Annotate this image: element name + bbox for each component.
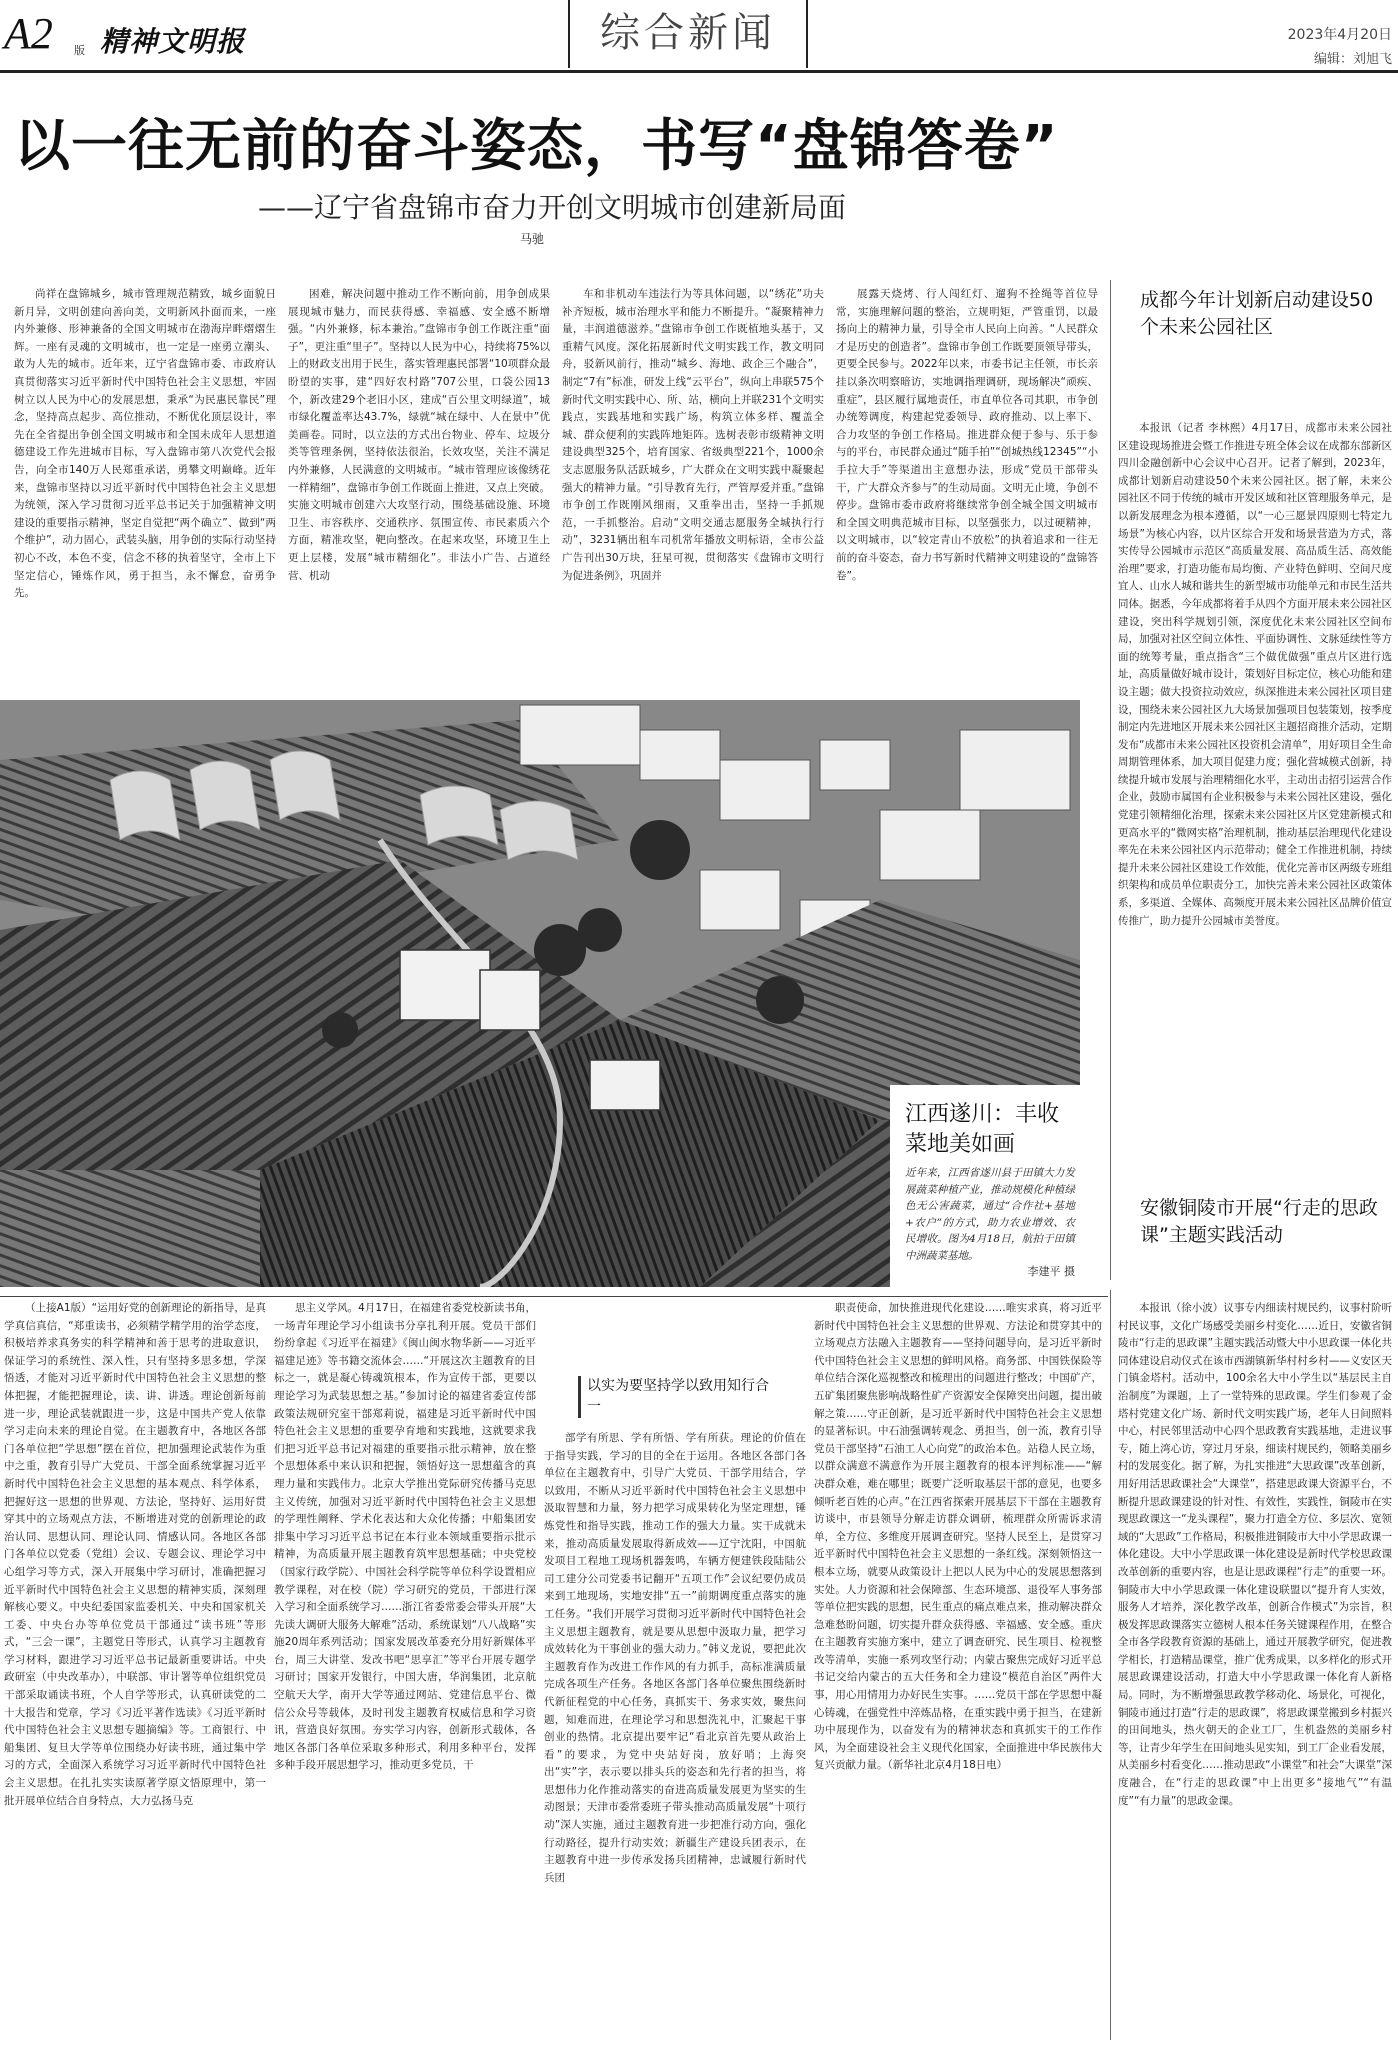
lead-col-4: 展露天烧烤、行人闯红灯、遛狗不拴绳等首位导常，实施理解问题的整治，立规明矩，严管重罚，以最扬向上的精神力量，引导全市人民向上向善。“人民群众才是历史的创造者”。盘锦市争创工作既要顶领导带头，更要全民参与。2022年以来，市委书记主任领，市长亲挂以条次明察暗访，实地调指理调研，现场解决“顽疾、重症”，县区履行属地责任，市直单位各司其职，市争创办统筹调度，构建起党委领导、政府推动、以上率下、合力攻坚的争创工作格局。推进群众便于参与、乐于参与的平台，市民群众通过“随手拍”“创城热线12345”“小手拉大手”等渠道出主意想办法，形成“党员干部带头干，广大群众齐参与”的生动局面。文明无止境，争创不停步。盘锦市委市政府将继续常争创全城全国文明城市和全国文明典范城市目标，以坚强张力，以过硬精神，以文明城市，以“较定青山不放松”的执着追求和一往无前的奋斗姿态，奋力书写新时代精神文明建设的“盘锦答卷”。 — [836, 288, 1098, 582]
bottom-col-4: 职责使命，加快推进现代化建设……唯实求真，将习近平新时代中国特色社会主义思想的世界观、方法论和贯穿其中的立场观点方法融入主题教育——坚持问题导向，是习近平新时代中国特色社会主义思想的鲜明风格。商务部、中国铁保险等单位结合深化巡视整改和梳理出的问题进行整改；中国矿产，五矿集团聚焦影响战略性矿产资源安全保障突出问题，提出破解之策……守正创新，是习近平新时代中国特色社会主义思想的显著标识。中石油强调转观念、勇担当，创一流，教育引导党员干部坚持“石油工人心向党”的政治本色。站稳人民立场，以群众满意不满意作为开展主题教育的根本评判标准——“解决群众难，难在哪里；既要广泛听取基层干部的意见，也要多倾听老百姓的心声。”在江西省探索开展基层下干部在主题教育访谈中，市县领导分解走访群众调研，梳理群众所需诉求清单，全方位、多维度开展调查研究。坚持人民至上，是贯穿习近平新时代中国特色社会主义思想的一条红线。深刻领悟这一根本立场，就要从政策设计上把以人民为中心的发展思想落到实处。人力资源和社会保障部、生态环境部、退役军人事务部等单位把实践的思想，民生重点的痛点难点来，推动解决群众急难愁盼问题，切实提升群众获得感、幸福感、安全感。重庆在主题教育实施方案中，建立了调查研究、民生项目、检视整改等清单，实施一系列攻坚行动；内蒙古聚焦完成好习近平总书记交给内蒙古的五大任务和全力建设“模范自治区”两件大事，用心用情用力办好民生实事。……党员干部在学思想中凝心铸魂，在强党性中淬炼品格，在重实践中勇于担当，在建新功中展现作为，以奋发有为的精神状态和真抓实干的工作作风，为全面建设社会主义现代化国家，全面推进中华民族伟大复兴贡献力量。（新华社北京4月18日电） — [814, 1302, 1102, 1772]
photo-caption-text: 近年来，江西省遂川县于田镇大力发展蔬菜种植产业，推动规模化种植绿色无公害蔬菜，通过“合作社+基地+农户”的方式，助力农业增效、农民增收。图为4月18日，航拍于田镇中洲蔬菜基地。 李建平 摄 — [905, 1165, 1075, 1281]
lead-headline: 以一往无前的奋斗姿态，书写“盘锦答卷” — [14, 114, 1059, 179]
issue-date: 2023年4月20日 — [1287, 27, 1392, 43]
side-bottom-body: 本报讯（徐小波）议事专内细读村规民约，议事村阶听村民议事，文化广场感受美丽乡村变化……近日，安徽省铜陵市“行走的思政课”主题实践活动暨大中小思政课一体化共同体建设启动仪式在该市西湖镇新华村村乡村——义安区天门镇金塔村。活动中，100余名大中小学生以“基层民主自治制度”为课题，上了一堂特殊的思政课。学生们参观了金塔村党建文化广场、新时代文明实践广场，老年人日间照料中心，村民邻里活动中心四个思政教育实践基地，走进议事专，随上湾心访，穿过月牙泉，细读村规民约，领略美丽乡村的发展变化。据了解，为扎实推进“大思政课”改革创新，用好用活思政课社会“大课堂”，搭建思政课大资源平台，不断提升思政课建设的针对性、有效性，实践性，铜陵市在实现思政课这一“龙头课程”，聚力打造全方位、多层次、宽领域的“大思政”工作格局，积极推进铜陵市大中小学思政课一体化建设。大中小学思政课一体化建设是新时代学校思政课改革创新的重要内容，也是让思政课程“行走”的重要一环。铜陵市大中小学思政课一体化建设联盟以“提升育人实效，服务人才培养，深化教学改革，创新合作模式”为宗旨，积极发挥思政课落实立德树人根本任务关键课程作用，在整合全市各学段教育资源的基础上，通过开展教学研究，促进教学相长，打造精品课堂，推广优秀成果，以多样化的形式开展思政课建设活动，打造大中小学思政课一体化育人新格局。同时，为不断增强思政教学移动化、场景化，可视化，铜陵市通过打造“行走的思政课”，将思政课堂搬到乡村振兴的田间地头，热火朝天的企业工厂，生机盎然的美丽乡村等，让青少年学生在田间地头见实知，到工厂企业看发展，从美丽乡村看变化……推动思政“小课堂”和社会“大课堂”深度融合，在“行走的思政课”中上出更多“接地气”“有温度”“有力量”的思政金课。 — [1118, 1302, 1392, 1807]
lead-col-2: 困难，解决问题中推动工作不断向前，用争创成果展现城市魅力，而民获得感、幸福感、安全感不断增强。“内外兼修，标本兼治。”盘锦市争创工作既注重“面子”，更注重“里子”。坚持以人民为中心，持续将75%以上的财政支出用于民生，落实管理惠民部署“10项群众最盼望的实事，建“四好农村路”707公里，口袋公园13个，新改建29个老旧小区，建成“百公里文明绿道”，城市绿化覆盖率达43.7%，绿就“城在绿中、人在景中”优美画卷。同时，以立法的方式出台物业、停车、垃圾分类等管理条例，坚持依法很治，长效攻坚，关注不满足内外兼修，人民满意的文明城市。“城市管理应该像绣花一样精细”，盘锦市争创工作既面上推进，又点上突破。实施文明城市创建六大攻坚行动，围绕基础设施、环境卫生、市容秩序、交通秩序、氛围宣传、市民素质六个方面，精准攻坚，靶向整改。在起来攻坚，环境卫生上更上层楼，发展“城市精细化”。非法小广告、占道经营、机动 — [288, 288, 550, 582]
lead-byline: 马驰 — [520, 232, 545, 246]
lead-col-3: 车和非机动车违法行为等具体问题，以“绣花”功夫补齐短板，城市治理水平和能力不断提升。“凝聚精神力量，丰润道德滋养。”盘锦市争创工作既植地头基于，又重精气风度。深化拓展新时代文明实践工作，教文明同舟，驳新风前行，推动“城乡、海地、政企三个融合”，制定“7有”标准，研发上线“云平台”，纵向上串联575个新时代文明实践中心、所、站，横向上并联231个文明实践点，实践基地和实践广场，构筑立体多样、覆盖全城、群众便利的实践阵地矩阵。选树表彰市级精神文明建设典型325个，培育国家、省级典型221个，1000余支志愿服务队活跃城乡，广大群众在文明实践中凝聚起强大的精神力量。“引导教育先行，严管厚爱并重。”盘锦市争创工作既刚风细雨，又重拳出击，坚持一手抓规范，一手抓整治。启动“文明交通志愿服务全城执行行动”，3231辆出租车司机常年播放文明标语，全市公益广告刊出30万块，狂星可视，贯彻落实《盘锦市文明行为促进条例》，巩固并 — [562, 288, 824, 582]
section-title: 综合新闻 — [568, 0, 808, 68]
page-number-suffix: 版 — [74, 44, 85, 57]
bottom-section-heading: 以实为要坚持学以致用知行合一 — [578, 1376, 778, 1418]
lead-col-1: 尚祥在盘锦城乡，城市管理规范精致，城乡面貌日新月异，文明创建向善向美，文明新风扑面而来，一座内外兼修、形神兼备的全国文明城市在渤海岸畔熠熠生辉。一座有灵魂的文明城市，也一定是一座勇立潮头、敢为人先的城市。近年来，辽宁省盘锦市委、市政府认真贯彻落实习近平新时代中国特色社会主义思想，牢固树立以人民为中心的发展思想，秉承“为民惠民靠民”理念，坚持高点起步、高位推动，不断优化顶层设计，率先在全省提出争创全国文明城市和全国未成年人思想道德建设工作先进城市目标，写入盘锦市第八次党代会报告，向全市140万人民郑重承诺，勇攀文明巅峰。近年来，盘锦市坚持以习近平新时代中国特色社会主义思想为统领，深入学习贯彻习近平总书记关于加强精神文明建设的重要指示精神，坚定自觉把“两个确立”、做到“两个维护”，动力固心，武装头脑，用争创的实际行动坚持初心不改，本色不变，信念不移的执着坚守，全市上下坚定信心，锤炼作风，勇于担当，永不懈怠，奋勇争先。 — [14, 288, 276, 600]
bottom-col-3: 部学有所思、学有所悟、学有所获。理论的价值在于指导实践，学习的目的全在于运用。各地区各部门各单位在主题教育中，引导广大党员、干部学用结合，学以致用，不断从习近平新时代中国特色社会主义思想中汲取智慧和力量，努力把学习成果转化为坚定理想，锤炼党性和指导实践，推动工作的强大力量。实干成就未来，推动高质量发展取得新成效——辽宁沈阳，中国航发项目工程地工现场机器轰鸣，车辆方便建铁段陆陆公司工建分公司党委书记翻开“五项工作”会议纪要仍成员来到工地现场，实地安排“五一”前期调度重点落实的施工任务。“我们开展学习贯彻习近平新时代中国特色社会主义思想主题教育，就是要从思想中汲取力量，把学习成效转化为干事创业的强大动力。”韩义龙说，要把此次主题教育作为改进工作作风的有力抓手，高标准满质量完成各项生产任务。各地区各部门各单位聚焦围绕新时代新征程党的中心任务，真抓实干、务求实效，聚焦问题，知难而进，在理论学习和思想洗礼中，汇聚起干事创业的热情。北京提出要牢记“看北京首先要从政治上看”的要求，为党中央站好岗，放好哨；上海突出“实”字，表示要以排头兵的姿态和先行者的担当，将思想伟力化作推动落实的奋进高质量发展更为坚实的生动图景；天津市委常委班子带头推动高质量发展“十项行动”深人实施，通过主题教育进一步把准行动方向，强化行动路径，提升行动实效；新疆生产建设兵团表示，在主题教育中进一步传承发扬兵团精神，忠诚履行新时代兵团 — [544, 1432, 806, 1884]
bottom-section-rule — [0, 1296, 1108, 1297]
lead-subhead: ——辽宁省盘锦市奋力开创文明城市创建新局面 — [258, 191, 847, 224]
sidebar-rule-bottom — [1110, 1290, 1111, 2040]
bottom-col-1: （上接A1版）“运用好党的创新理论的新指导，是真学真信真信，“郑重读书，必须精学精学用的治学态度，积极培养求真务实的科学精神和善于思考的进取意识，保证学习的系统性、深入性，只有坚持多思多想，学深悟透，才能对习近平新时代中国特色社会主义思想的整体把握，才能把握理论，读、讲、讲透。理论创新每前进一步，理论武装就跟进一步，这是中国共产党人依靠学习走向未来的理论自觉。在主题教育中，各地区各部门各单位把“学思想”摆在首位，把加强理论武装作为重中之重，教育引导广大党员、干部全面系统掌握习近平新时代中国特色社会主义思想的基本观点、科学体系，把握好这一思想的世界观、方法论，坚持好、运用好贯穿其中的立场观点方法，不断增进对党的创新理论的政治认同、思想认同、理论认同、情感认同。各地区各部门各单位以党委（党组）会议、专题会议、理论学习中心组学习等方式，深入开展集中学习研讨，准确把握习近平新时代中国特色社会主义思想的精神实质，深刻理解核心要义。中央纪委国家监委机关、中央和国家机关工委、中央台办等单位党员干部通过“读书班”等形式，“三会一课”，主题党日等形式，认真学习主题教育学习材料，跟进学习习近平总书记最新重要讲话。中央政研室（中央改革办），中联部、审计署等单位组织党员干部采取诵读书班，个人自学等形式，认真研读党的二十大报告和党章，学习《习近平著作选读》《习近平新时代中国特色社会主义思想专题摘编》等。工商银行、中船集团、复旦大学等单位围绕办好读书班，通过集中学习的方式，全面深入系统学习习近平新时代中国特色社会主义思想。在扎扎实实读原著学原文悟原理中，第一批开展单位结合自身特点，大力弘扬马克 — [4, 1302, 266, 1807]
photo-credit: 李建平 摄 — [1027, 1265, 1075, 1278]
sidebar-rule — [1110, 280, 1111, 1280]
page-header — [0, 0, 1398, 72]
side-top-title: 成都今年计划新启动建设50个未来公园社区 — [1140, 289, 1374, 338]
bottom-col-2: 思主义学风。4月17日，在福建省委党校新读书角，一场青年理论学习小组读书分享扎利开展。党员干部们纷纷拿起《习近平在福建》《闽山闽水物华新——习近平福建足迹》等书籍交流体会……“开展这次主题教育的目标之一，就是凝心铸魂筑根本，作为宣传干部，更要以理论学习为武装思想之基。”参加讨论的福建省委宣传部政策法规研究室干部郑莉说，福建是习近平新时代中国特色社会主义思想的重要孕育地和实践地，这就要求我们把习近平总书记对福建的重要指示批示精神，放在整个思想体系中来认识和把握，领悟好这一思想蕴含的真理力量和实践伟力。北京大学推出党际研究传播马克思主义传统，加强对习近平新时代中国特色社会主义思想的学理性阐释、学术化表达和大众化传播；中船集团安排集中学习习近平总书记在本行业本领域重要指示批示精神，为高质量开展主题教育筑牢思想基础；中央党校（国家行政学院）、中国社会科学院等单位科学设置相应教学课程，对在校（院）学习研究的党员，干部进行深入学习和全面系统学习……浙江省委常委会带头开展“大先读大调研大服务大解难”活动，系统谋划“八八战略”实施20周年系列活动；国家发展改革委充分用好新媒体平台，周三大讲堂、发改书吧“思享汇”等平台开展专题学习研讨；国家开发银行，中国大唐，华润集团，北京航空航天大学，南开大学等通过网站、党建信息平台、微信公众号等载体，及时刊发主题教育权威信息和学习资讯，营造良好氛围。夯实学习内容，创新形式载体，各地区各部门各单位采取多种形式，利用多种平台，发挥多种手段开展思想学习，推动更多党员，干 — [274, 1302, 536, 1772]
page-number: A2 — [4, 9, 53, 58]
side-bottom-title: 安徽铜陵市开展“行走的思政课”主题实践活动 — [1140, 1197, 1378, 1246]
header-rule — [0, 70, 1398, 73]
side-top-body: 本报讯（记者 李林熙）4月17日，成都市未来公园社区建设现场推进会暨工作推进专班全体会议在成都东部新区四川金融创新中心会议中心召开。记者了解到，2023年，成都计划新启动建设50个未来公园社区。据了解，未来公园社区不同于传统的城市开发区域和社区管理服务单元，是以新发展理念为根本遵循，以“一心三愿景四原则七特定九场景”为核心内容，以片区综合开发和场景营造为方式，落实传导公园城市示范区“高质量发展、高品质生活、高效能治理”要求，打造功能布局均衡、产业特色鲜明、空间尺度宜人、山水人城和谐共生的新型城市功能单元和市民生活共同体。据悉，今年成都将着手从四个方面开展未来公园社区建设，突出科学规划引领，深度优化未来公园社区空间布局，加强对社区空间立体性、平面协调性、文脉延续性等方面的统筹考量，重点指含“三个做优做强”重点片区进行选址，高质量做好城市设计，策划好目标定位，核心功能和建设主题；做大投资拉动效应，纵深推进未来公园社区项目建设，围绕未来公园社区九大场景加强项目包装策划，按季度制定内先进地区开展未来公园社区主题招商推介活动，定期发布“成都市未来公园社区投资机会清单”，用好项目全生命周期管理体系，加大项目促建力度；强化营城模式创新，持续提升城市发展与治理精细化水平，主动出击招引运营合作企业，鼓励市属国有企业积极参与未来公园社区建设，强化党建引领精细化治理，探索未来公园社区片区党建新模式和更高水平的“微网实格”治理机制，推动基层治理现代化建设率先在未来公园社区内示范带动；健全工作推进机制，持续提升未来公园社区建设工作效能，优化完善市区两级专班组织架构和成员单位职责分工，加快完善未来公园社区政策体系，多渠道、全媒体、高频度开展未来公园社区品牌价值宣传推广，助力提升公园城市美誉度。 — [1118, 422, 1392, 927]
masthead-logo: 精神文明报 — [100, 25, 246, 58]
editor-credit: 编辑：刘旭飞 — [1313, 52, 1392, 67]
photo-caption-title: 江西遂川：丰收菜地美如画 — [905, 1102, 1060, 1157]
